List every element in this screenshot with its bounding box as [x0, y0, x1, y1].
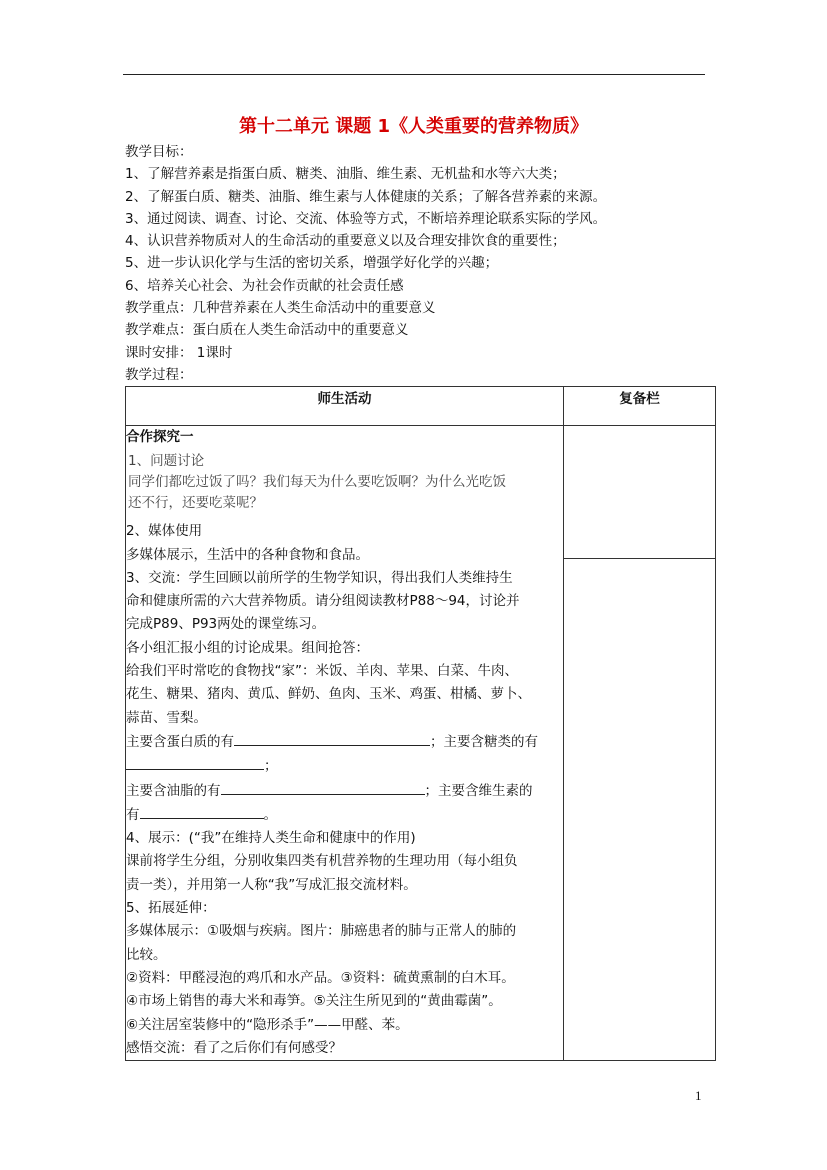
fat-blank[interactable]	[221, 779, 425, 795]
body-line: 完成P89、P93两处的课堂练习。	[126, 616, 326, 633]
body-line: ④市场上销售的毒大米和毒笋。⑤关注生所见到的“黄曲霉菌”。	[126, 993, 502, 1010]
discussion-screenshot	[128, 451, 563, 514]
activity-column-header: 师生活动	[126, 387, 564, 426]
difficulty: 教学难点：蛋白质在人类生命活动中的重要意义	[125, 322, 409, 339]
body-line: 3、交流：学生回顾以前所学的生物学知识，得出我们人类维持生	[126, 569, 513, 586]
notes-column-header: 复备栏	[564, 387, 716, 426]
objectives-heading: 教学目标：	[125, 144, 193, 160]
objective-item: 1、了解营养素是指蛋白质、糖类、油脂、维生素、无机盐和水等六大类；	[125, 166, 566, 183]
notes-cell-bottom	[564, 559, 716, 1061]
body-line: 命和健康所需的六大营养物质。请分组阅读教材P88～94，讨论并	[126, 593, 520, 610]
lesson-info	[125, 141, 725, 386]
objective-item: 3、通过阅读、调查、讨论、交流、体验等方式，不断培养理论联系实际的学风。	[125, 210, 607, 227]
body-line: 给我们平时常吃的食物找“家”：米饭、羊肉、苹果、白菜、牛肉、	[126, 663, 518, 680]
document-title: 第十二单元 课题 1《人类重要的营养物质》	[238, 116, 589, 137]
notes-cell-top	[564, 426, 716, 559]
body-line: 花生、糖果、猪肉、黄瓜、鲜奶、鱼肉、玉米、鸡蛋、柑橘、萝卜、	[126, 686, 531, 703]
body-line: 多媒体展示：①吸烟与疾病。图片：肺癌患者的肺与正常人的肺的	[126, 923, 517, 940]
objective-item: 6、培养关心社会、为社会作贡献的社会责任感	[125, 277, 404, 294]
body-line: 感悟交流：看了之后你们有何感受？	[126, 1039, 342, 1056]
body-line: ②资料：甲醛浸泡的鸡爪和水产品。③资料：硫黄熏制的白木耳。	[126, 969, 515, 986]
fill-line-protein: 主要含蛋白质的有 ；主要含糖类的有	[126, 730, 563, 754]
header-rule	[123, 74, 705, 75]
body-line: 比较。	[126, 946, 167, 963]
body-line: 课前将学生分组，分别收集四类有机营养物的生理功用（每小组负	[126, 853, 518, 870]
activity-cell	[126, 426, 564, 1061]
protein-blank[interactable]	[234, 730, 430, 746]
body-line: 多媒体展示，生活中的各种食物和食品。	[126, 546, 369, 563]
page-number: 1	[695, 1088, 702, 1103]
objective-item: 2、了解蛋白质、糖类、油脂、维生素与人体健康的关系；了解各营养素的来源。	[125, 188, 607, 205]
body-line: 蒜苗、雪梨。	[126, 709, 207, 726]
body-line: 5、拓展延伸：	[126, 900, 216, 917]
fill-line-fat: 主要含油脂的有 ；主要含维生素的	[126, 779, 563, 803]
key-point: 教学重点：几种营养素在人类生命活动中的重要意义	[125, 300, 436, 317]
table-header-row	[126, 387, 716, 426]
table-row	[126, 426, 716, 559]
fill-line-vitamin: 有 。	[126, 803, 563, 827]
schedule: 课时安排： 1课时	[125, 344, 233, 361]
body-line: 责一类），并用第一人称“我”写成汇报交流材料。	[126, 876, 417, 893]
fill-line-sugar: ；	[126, 754, 563, 778]
sugar-blank[interactable]	[126, 754, 264, 770]
body-line: 各小组汇报小组的讨论成果。组间抢答：	[126, 639, 369, 656]
body-line: 4、展示：(“我”在维持人类生命和健康中的作用)	[126, 830, 416, 847]
vitamin-blank[interactable]	[140, 803, 264, 819]
objective-item: 4、认识营养物质对人的生命活动的重要意义以及合理安排饮食的重要性；	[125, 233, 566, 250]
screenshot-line: 同学们都吃过饭了吗？我们每天为什么要吃饭啊？为什么光吃饭	[128, 474, 506, 491]
section-title: 合作探究一	[126, 429, 194, 445]
objective-item: 5、进一步认识化学与生活的密切关系，增强学好化学的兴趣；	[125, 255, 499, 272]
screenshot-line: 1、问题讨论	[128, 453, 205, 470]
process-heading: 教学过程：	[125, 366, 193, 383]
lesson-table	[125, 386, 716, 1061]
body-line: ⑥关注居室装修中的“隐形杀手”——甲醛、苯。	[126, 1016, 409, 1033]
body-line: 2、媒体使用	[126, 523, 203, 540]
screenshot-line: 还不行，还要吃菜呢？	[128, 495, 263, 512]
